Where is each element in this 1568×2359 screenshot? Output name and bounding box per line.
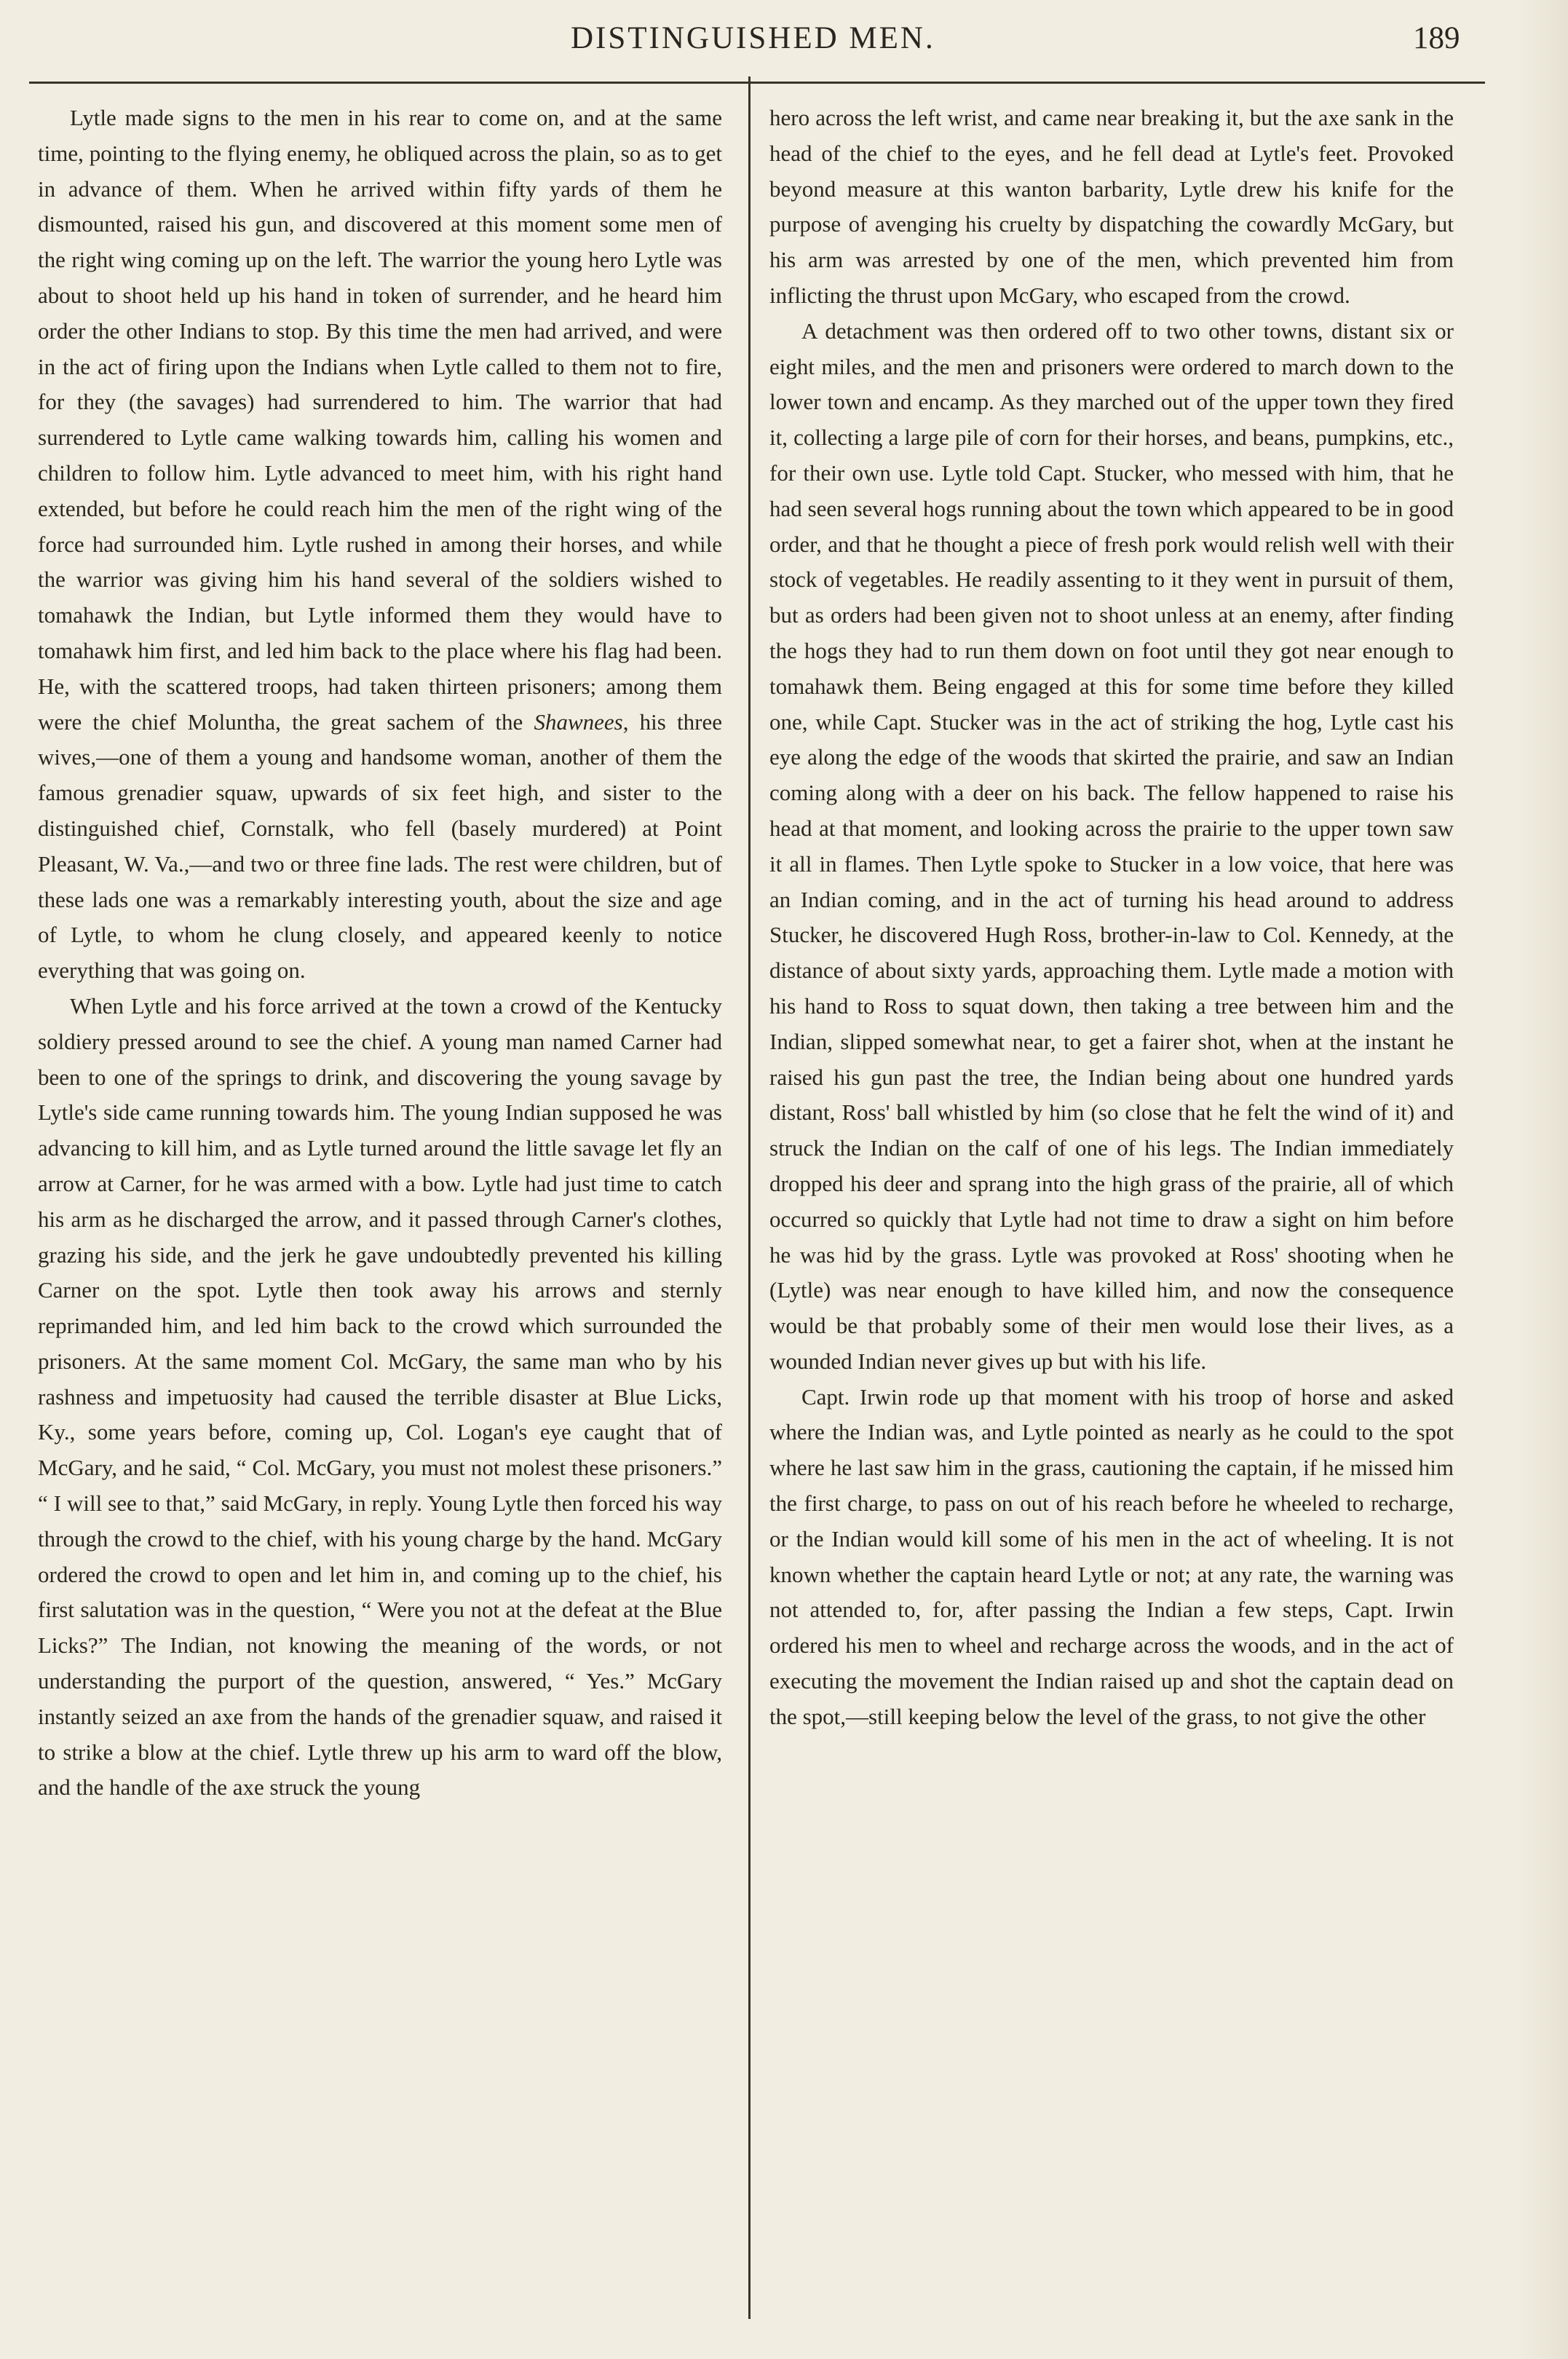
paragraph xyxy=(38,100,722,989)
paragraph: Capt. Irwin rode up that moment with his troop of horse and asked where the Indian was, and Lytle pointed as nearly as he could to the spot where he last saw him in the grass, cautioning the captain, if he missed him the first charge, to pass on out of his reach before he wheeled to recharge, or the Indian would kill some of his men in the act of wheeling. It is not known whether the captain heard Lytle or not; at any rate, the warning was not attended to, for, after passing the Indian a few steps, Capt. Irwin ordered his men to wheel and recharge across the woods, and in the act of executing the movement the Indian raised up and shot the captain dead on the spot,—still keeping below the level of the grass, to not give the other xyxy=(769,1383,1454,1729)
header-rule xyxy=(29,82,1485,84)
paragraph: hero across the left wrist, and came near breaking it, but the axe sank in the head of the chief to the eyes, and he fell dead at Lytle's feet. Provoked beyond measure at this wanton barbarity, Lytle drew his knife for the purpose of avenging his cruelty by dispatching the cowardly McGary, but his arm was arrested by one of the men, which prevented him from inflicting the thrust upon McGary, who escaped from the crowd. xyxy=(769,105,1454,308)
paragraph: A detachment was then ordered off to two other towns, distant six or eight miles, and the men and prisoners were ordered to march down to the lower town and encamp. As they marched out of the upper town they fired it, collecting a large pile of corn for their horses, and beans, pumpkins, etc., for their own use. Lytle told Capt. Stucker, who messed with him, that he had seen several hogs running about the town which appeared to be in good order, and that he thought a piece of fresh pork would relish well with their stock of vegetables. He readily assenting to it they went in pursuit of them, but as orders had been given not to shoot unless at an enemy, after finding the hogs they had to run them down on foot until they got near enough to tomahawk them. Being engaged at this for some time before they killed one, while Capt. Stucker was in the act of striking the hog, Lytle cast his eye along the edge of the woods that skirted the prairie, and saw an Indian coming along with a deer on his back. The fellow happened to raise his head at that moment, and looking across the prairie to the upper town saw it all in flames. Then Lytle spoke to Stucker in a low voice, that here was an Indian coming, and in the act of turning his head around to address Stucker, he discovered Hugh Ross, brother-in-law to Col. Kennedy, at the distance of about sixty yards, approaching them. Lytle made a motion with his hand to Ross to squat down, then taking a tree between him and the Indian, slipped somewhat near, to get a fairer shot, when at the instant he raised his gun past the tree, the Indian being about one hundred yards distant, Ross' ball whistled by him (so close that he felt the wind of it) and struck the Indian on the calf of one of his legs. The Indian immediately dropped his deer and sprang into the high grass of the prairie, all of which occurred so quickly that Lytle had not time to draw a sight on him before he was hid by the grass. Lytle was provoked at Ross' shooting when he (Lytle) was near enough to have killed him, and now the consequence would be that probably some of their men would lose their lives, as a wounded Indian never gives up but with his life. xyxy=(769,317,1454,1374)
right-column xyxy=(769,100,1454,1735)
page-header xyxy=(0,16,1568,67)
running-head: DISTINGUISHED MEN. xyxy=(571,21,935,55)
paragraph-text: , his three wives,—one of them a young and handsome woman, another of them the famous grenadier squaw, upwards of six feet high, and sister to the distinguished chief, Cornstalk, who fell (basely murdered) at Point Pleasant, W. Va.,—and two or three fine lads. The rest were children, but of these lads one was a remarkably interesting youth, about the size and age of Lytle, to whom he clung closely, and appeared keenly to notice everything that was going on. xyxy=(38,708,722,984)
page-number: 189 xyxy=(1413,21,1460,55)
paragraph: When Lytle and his force arrived at the town a crowd of the Kentucky soldiery pressed around to see the chief. A young man named Carner had been to one of the springs to drink, and discovering the young savage by Lytle's side came running towards him. The young Indian supposed he was advancing to kill him, and as Lytle turned around the little savage let fly an arrow at Carner, for he was armed with a bow. Lytle had just time to catch his arm as he discharged the arrow, and it passed through Carner's clothes, grazing his side, and the jerk he gave undoubtedly prevented his killing Carner on the spot. Lytle then took away his arrows and sternly reprimanded him, and led him back to the crowd which surrounded the prisoners. At the same moment Col. McGary, the same man who by his rashness and impetuosity had caused the terrible disaster at Blue Licks, Ky., some years before, coming up, Col. Logan's eye caught that of McGary, and he said, “ Col. McGary, you must not molest these prisoners.” “ I will see to that,” said McGary, in reply. Young Lytle then forced his way through the crowd to the chief, with his young charge by the hand. McGary ordered the crowd to open and let him in, and coming up to the chief, his first salutation was in the question, “ Were you not at the defeat at the Blue Licks?” The Indian, not knowing the meaning of the words, or not understanding the purport of the question, answered, “ Yes.” McGary instantly seized an axe from the hands of the grenadier squaw, and raised it to strike a blow at the chief. Lytle threw up his arm to ward off the blow, and the handle of the axe struck the young xyxy=(38,992,722,1801)
paragraph-text: Lytle made signs to the men in his rear to come on, and at the same time, pointing to the flying enemy, he obliqued across the plain, so as to get in advance of them. When he arrived within fifty yards of them he dismounted, raised his gun, and discovered at this moment some men of the right wing coming up on the left. The warrior the young hero Lytle was about to shoot held up his hand in token of surrender, and he heard him order the other Indians to stop. By this time the men had arrived, and were in the act of firing upon the Indians when Lytle called to them not to fire, for they (the savages) had surrendered to him. The warrior that had surrendered to Lytle came walking towards him, calling his women and children to follow him. Lytle advanced to meet him, with his right hand extended, but before he could reach him the men of the right wing of the force had surrounded him. Lytle rushed in among their horses, and while the warrior was giving him his hand several of the soldiers wished to tomahawk the Indian, but Lytle informed them they would have to tomahawk him first, and led him back to the place where his flag had been. He, with the scattered troops, had taken thirteen prisoners; among them were the chief Moluntha, the great sachem of the xyxy=(38,105,722,735)
page-edge-shading xyxy=(1518,0,1568,2359)
left-column xyxy=(38,100,722,1806)
italic-word: Shawnees xyxy=(534,708,623,735)
column-divider xyxy=(748,76,751,2319)
